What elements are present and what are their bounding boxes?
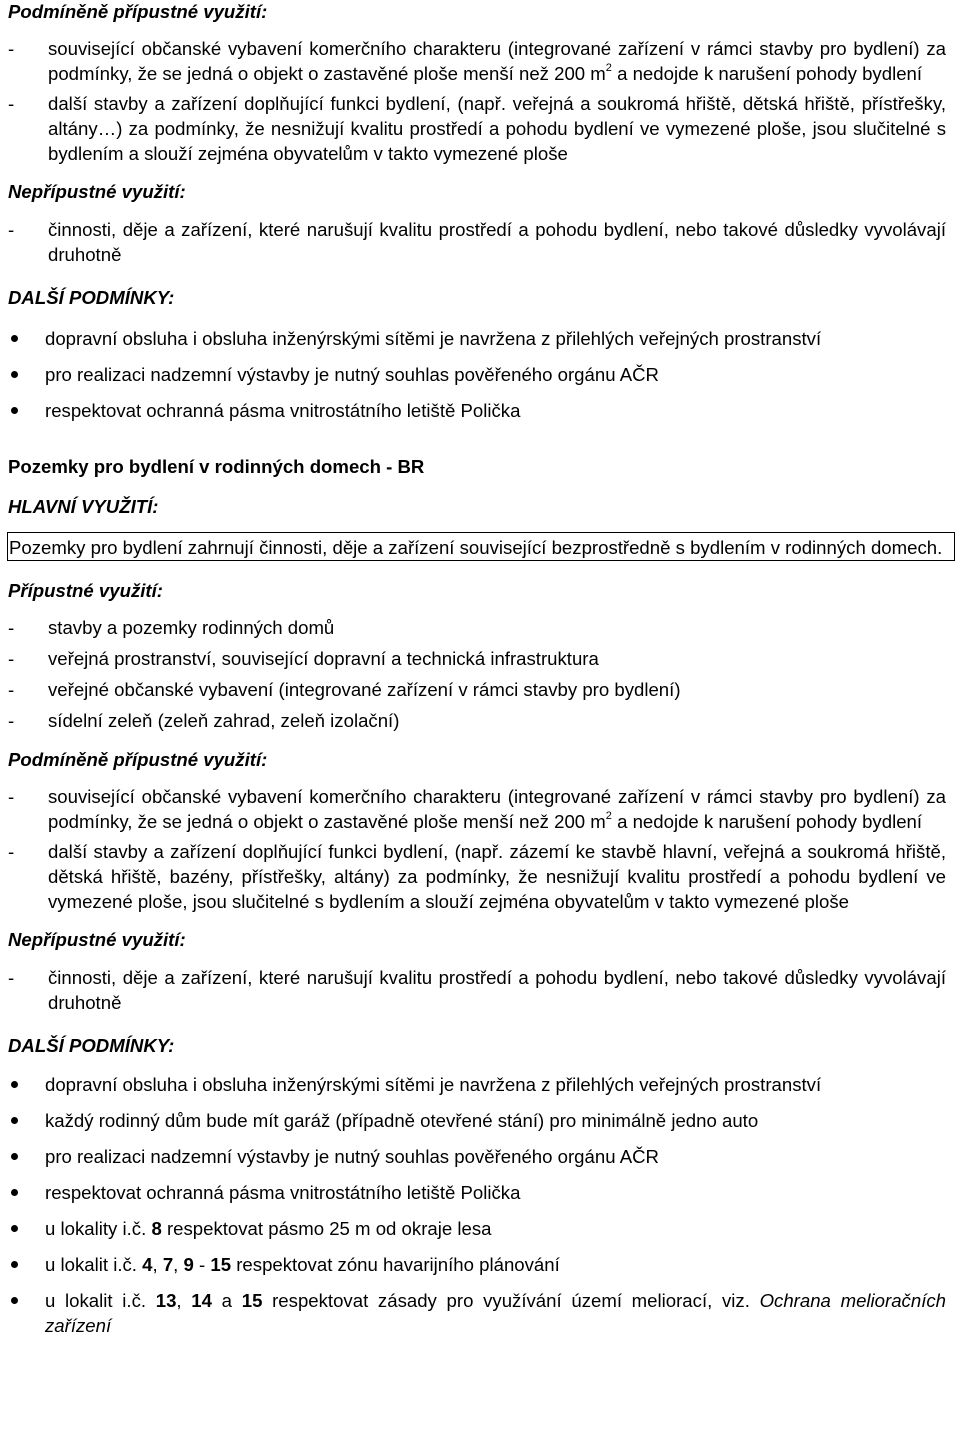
permitted-use-list xyxy=(8,615,946,733)
further-conditions-heading: DALŠÍ PODMÍNKY: xyxy=(8,1035,175,1056)
list-item: - činnosti, děje a zařízení, které narušují kvalitu prostředí a pohodu bydlení, nebo takové důsledky vyvolávají druhotně xyxy=(8,217,946,267)
list-item: - další stavby a zařízení doplňující funkci bydlení, (např. veřejná a soukromá hřiště, dětská hřiště, přístřešky, altány…) za podmínky, že nesnižují kvalitu prostředí a pohodu bydlení ve vymezené ploše, jsou slučitelné s bydlením a slouží zejména obyvatelům v takto vymezené ploše xyxy=(8,91,946,166)
list-item: - související občanské vybavení komerčního charakteru (integrované zařízení v rámci stavby pro bydlení) za podmínky, že se jedná o objekt o zastavěné ploše menší než 200 $m^2$ a nedojde k narušení pohody bydlení xyxy=(8,784,946,834)
further-conditions-list xyxy=(8,326,946,423)
list-item: - související občanské vybavení komerčního charakteru (integrované zařízení v rámci stavby pro bydlení) za podmínky, že se jedná o objekt o zastavěné ploše menší než 200 $m^2$ a nedojde k narušení pohody bydlení xyxy=(8,36,946,86)
list-item: - veřejné občanské vybavení (integrované zařízení v rámci stavby pro bydlení) xyxy=(8,677,946,702)
list-item: u lokality i.č. 8 respektovat pásmo 25 m od okraje lesa xyxy=(8,1216,946,1241)
main-use-box xyxy=(7,532,955,561)
list-item: - činnosti, děje a zařízení, které narušují kvalitu prostředí a pohodu bydlení, nebo takové důsledky vyvolávají druhotně xyxy=(8,965,946,1015)
list-item: u lokalit i.č. 4, 7, 9 - 15 respektovat zónu havarijního plánování xyxy=(8,1252,946,1277)
list-item: pro realizaci nadzemní výstavby je nutný souhlas pověřeného orgánu AČR xyxy=(8,362,946,387)
further-conditions-heading: DALŠÍ PODMÍNKY: xyxy=(8,287,175,308)
list-item: respektovat ochranná pásma vnitrostátního letiště Polička xyxy=(8,1180,946,1205)
conditional-use-heading: Podmíněně přípustné využití: xyxy=(8,1,268,22)
list-item: dopravní obsluha i obsluha inženýrskými sítěmi je navržena z přilehlých veřejných prostranství xyxy=(8,326,946,351)
conditional-use-list xyxy=(8,784,946,914)
reference-link-text: Ochrana melioračních zařízení xyxy=(45,1290,946,1336)
list-item: každý rodinný dům bude mít garáž (případně otevřené stání) pro minimálně jedno auto xyxy=(8,1108,946,1133)
prohibited-use-heading: Nepřípustné využití: xyxy=(8,181,186,202)
list-item: - veřejná prostranství, související dopravní a technická infrastruktura xyxy=(8,646,946,671)
list-item: - stavby a pozemky rodinných domů xyxy=(8,615,946,640)
prohibited-use-list xyxy=(8,965,946,1015)
conditional-use-heading: Podmíněně přípustné využití: xyxy=(8,749,268,770)
conditional-use-list xyxy=(8,36,946,166)
section-title: Pozemky pro bydlení v rodinných domech - BR xyxy=(8,456,425,477)
list-item: - další stavby a zařízení doplňující funkci bydlení, (např. zázemí ke stavbě hlavní, veřejná a soukromá hřiště, dětská hřiště, bazény, přístřešky, altány) za podmínky, že nesnižují kvalitu prostředí a pohodu bydlení ve vymezené ploše, jsou slučitelné s bydlením a slouží zejména obyvatelům v takto vymezené ploše xyxy=(8,839,946,914)
list-item: - sídelní zeleň (zeleň zahrad, zeleň izolační) xyxy=(8,708,946,733)
list-item: pro realizaci nadzemní výstavby je nutný souhlas pověřeného orgánu AČR xyxy=(8,1144,946,1169)
further-conditions-list xyxy=(8,1072,946,1338)
prohibited-use-heading: Nepřípustné využití: xyxy=(8,929,186,950)
list-item: respektovat ochranná pásma vnitrostátního letiště Polička xyxy=(8,398,946,423)
list-item: u lokalit i.č. 13, 14 a 15 respektovat zásady pro využívání území meliorací, viz. Ochrana melioračních zařízení xyxy=(8,1288,946,1338)
prohibited-use-list xyxy=(8,217,946,267)
main-use-heading: HLAVNÍ VYUŽITÍ: xyxy=(8,496,159,517)
main-use-text: Pozemky pro bydlení zahrnují činnosti, děje a zařízení související bezprostředně s bydlením v rodinných domech. xyxy=(9,537,943,558)
permitted-use-heading: Přípustné využití: xyxy=(8,580,163,601)
list-item: dopravní obsluha i obsluha inženýrskými sítěmi je navržena z přilehlých veřejných prostranství xyxy=(8,1072,946,1097)
